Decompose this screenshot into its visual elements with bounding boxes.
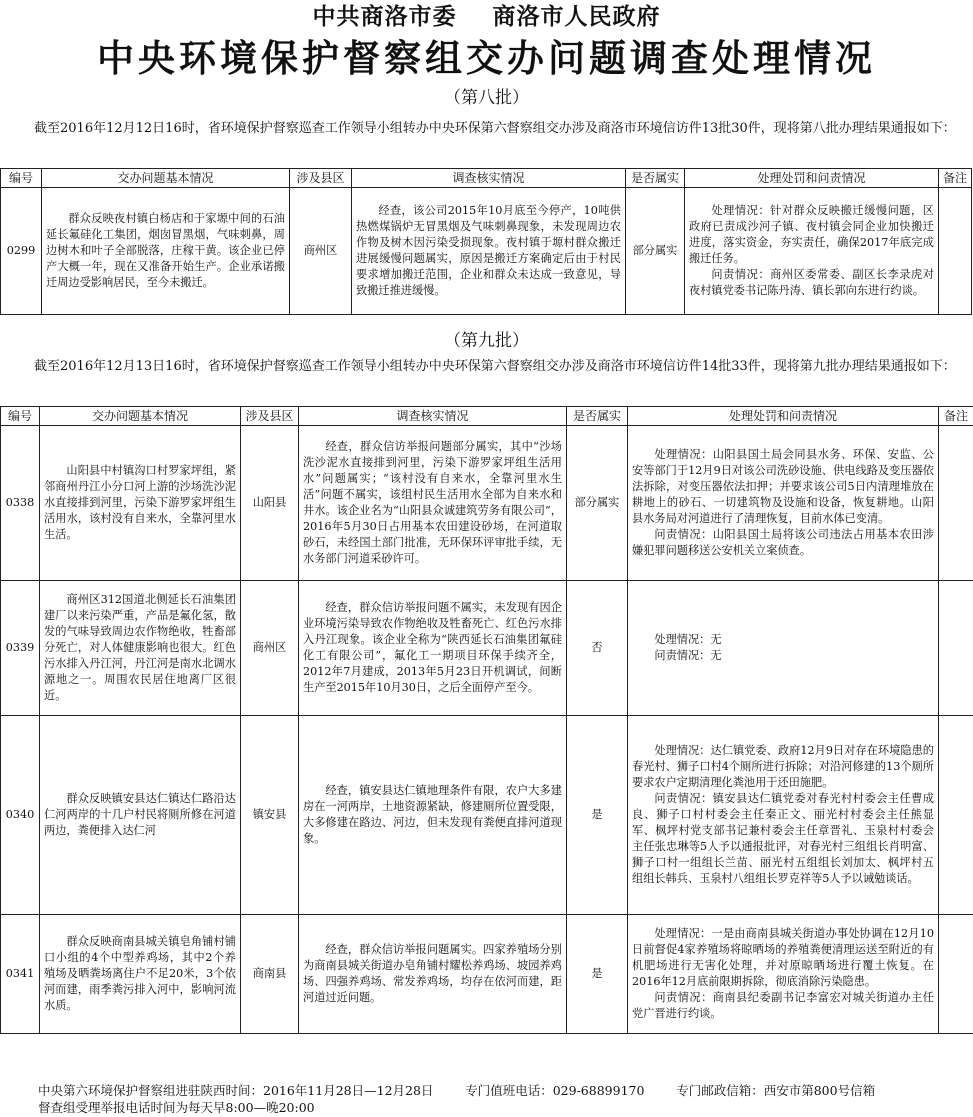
issue-text: 群众反映镇安县达仁镇达仁路沿达仁河两岸的十几户村民将厕所修在河道两边，粪便排入达仁河 bbox=[44, 792, 236, 837]
page-title: 中央环境保护督察组交办问题调查处理情况 bbox=[97, 37, 876, 80]
col-header-investigation: 调查核实情况 bbox=[299, 407, 567, 426]
col-header-note: 备注 bbox=[939, 407, 973, 426]
table-header-row bbox=[1, 169, 972, 188]
accountability-text: 问责情况：商南县纪委副书记李富宏对城关街道办主任党广晋进行约谈。 bbox=[632, 991, 934, 1020]
note-cell bbox=[939, 581, 973, 716]
issue-text: 商州区312国道北侧延长石油集团建厂以来污染严重，产品是氟化氢，散发的气味导致周边农作物绝收，牲畜部分死亡，对人体健康影响也很大。红色污水排入丹江河，丹江河是南水北调水源地之一。周围农民居住地离厂区很近。 bbox=[44, 593, 236, 702]
col-header-issue: 交办问题基本情况 bbox=[42, 169, 290, 188]
table-row bbox=[1, 716, 973, 915]
handling-cell bbox=[628, 716, 939, 915]
handling-text: 处理情况：一是由商南县城关街道办事处协调在12月10日前督促4家养殖场将晾晒场的养殖粪便清理运送至附近的有机肥场进行无害化处理，并对原晾晒场进行覆土恢复。在2016年12月底前限期拆除，彻底消除污染隐患。 bbox=[632, 927, 934, 988]
handling-text: 处理情况：达仁镇党委、政府12月9日对存在环境隐患的春光村、狮子口村4个厕所进行拆除；对沿河修建的13个厕所要求农户定期清理化粪池用于还田施肥。 bbox=[632, 744, 934, 789]
table-row bbox=[1, 426, 973, 581]
investigation-cell bbox=[299, 716, 567, 915]
col-header-handling: 处理处罚和问责情况 bbox=[628, 407, 939, 426]
batch-9-label: （第九批） bbox=[444, 331, 529, 351]
verified-cell: 部分属实 bbox=[567, 426, 628, 581]
case-id: 0340 bbox=[1, 716, 40, 915]
case-id: 0341 bbox=[1, 915, 40, 1034]
col-header-id: 编号 bbox=[1, 169, 42, 188]
verified-cell: 部分属实 bbox=[626, 188, 685, 315]
handling-text: 处理情况：针对群众反映搬迁缓慢问题，区政府已责成沙河子镇、夜村镇会同企业加快搬迁进度，落实资金，夯实责任，确保2017年底完成搬迁任务。 bbox=[689, 204, 934, 265]
footer-contact-line: 中央第六环境保护督察组进驻陕西时间：2016年11月28日—12月28日 专门值班电话：029-68899170 专门邮政信箱：西安市第800号信箱 bbox=[38, 1083, 876, 1098]
county-cell: 商南县 bbox=[241, 915, 299, 1034]
accountability-text: 问责情况：商州区委常委、副区长李录虎对夜村镇党委书记陈丹涛、镇长郭向东进行约谈。 bbox=[689, 268, 934, 297]
issue-text: 群众反映夜村镇白杨店和于家塬中间的石油延长氟硅化工集团，烟囱冒黑烟，气味刺鼻，周边树木和叶子全部脱落，庄稼干黄。该企业已停产大概一年，现在又准备开始生产。企业承诺搬迁周边受影响居民，至今未搬迁。 bbox=[46, 212, 285, 289]
investigation-cell bbox=[352, 188, 626, 315]
issue-cell bbox=[40, 426, 241, 581]
investigation-text: 经查，群众信访举报问题部分属实，其中“沙场洗沙泥水直接排到河里，污染下游罗家坪组生活用水”问题属实；“该村没有自来水，全靠河里水生活”问题不属实，该组村民生活用水全部为自来水和井水。该企业名为“山阳县众诚建筑劳务有限公司”，2016年5月30日占用基本农田建设砂场，在河道取砂石，未经国土部门批准，无环保环评审批手续，无水务部门河道采砂许可。 bbox=[303, 440, 562, 565]
note-cell bbox=[939, 716, 973, 915]
investigation-text: 经查，该公司2015年10月底至今停产，10吨供热燃煤锅炉无冒黑烟及气味刺鼻现象，未发现周边农作物及树木因污染受损现象。夜村镇于塬村群众搬迁进展缓慢问题属实，原因是搬迁方案确定后由于村民要求增加搬迁范围，企业和群众未达成一致意见，导致搬迁推进缓慢。 bbox=[356, 204, 621, 297]
issue-text: 群众反映商南县城关镇皂角铺村铺口小组的4个中型养鸡场，其中2个养殖场及晒粪场离住户不足20米，3个依河而建，雨季粪污排入河中，影响河流水质。 bbox=[44, 935, 236, 1012]
col-header-issue: 交办问题基本情况 bbox=[40, 407, 241, 426]
investigation-cell bbox=[299, 581, 567, 716]
batch-9-intro: 截至2016年12月13日16时，省环境保护督察巡查工作领导小组转办中央环保第六督察组交办涉及商洛市环境信访件14批33件，现将第九批办理结果通报如下： bbox=[34, 359, 956, 374]
accountability-text: 问责情况：镇安县达仁镇党委对春光村村委会主任曹成良、狮子口村村委会主任秦正文、丽光村村委会主任熊显军、枫坪村党支部书记兼村委会主任章晋礼、玉泉村村委会主任张忠琳等5人予以通报批评，对春光村三组组长肖明富、狮子口村一组组长兰苗、丽光村五组组长刘加太、枫坪村五组组长韩兵、玉泉村八组组长罗克祥等5人予以诫勉谈话。 bbox=[632, 792, 934, 885]
issue-cell bbox=[42, 188, 290, 315]
issuing-organizations: 中共商洛市委 商洛市人民政府 bbox=[312, 4, 661, 30]
footer-hours-line: 督查组受理举报电话时间为每天早8:00—晚20:00 bbox=[38, 1100, 315, 1115]
county-cell: 商州区 bbox=[241, 581, 299, 716]
col-header-verified: 是否属实 bbox=[626, 169, 685, 188]
issue-cell bbox=[40, 716, 241, 915]
issue-text: 山阳县中村镇沟口村罗家坪组，紧邻商州丹江小分口河上游的沙场洗沙泥水直接排到河里，污染下游罗家坪组生活用水，该村没有自来水，全靠河里水生活。 bbox=[44, 464, 236, 541]
verified-cell: 是 bbox=[567, 915, 628, 1034]
handling-cell bbox=[628, 581, 939, 716]
col-header-county: 涉及县区 bbox=[241, 407, 299, 426]
table-row bbox=[1, 581, 973, 716]
note-cell bbox=[939, 915, 973, 1034]
note-cell bbox=[939, 426, 973, 581]
investigation-text: 经查，镇安县达仁镇地理条件有限，农户大多建房在一河两岸，土地资源紧缺，修建厕所位置受限，大多修建在路边、河边，但未发现有粪便直排河道现象。 bbox=[303, 784, 562, 845]
investigation-cell bbox=[299, 915, 567, 1034]
verified-cell: 是 bbox=[567, 716, 628, 915]
verified-cell: 否 bbox=[567, 581, 628, 716]
batch-8-label: （第八批） bbox=[444, 88, 529, 108]
accountability-text: 问责情况：山阳县国土局将该公司违法占用基本农田涉嫌犯罪问题移送公安机关立案侦查。 bbox=[632, 528, 934, 557]
handling-cell bbox=[685, 188, 939, 315]
issue-cell bbox=[40, 581, 241, 716]
table-row bbox=[1, 188, 972, 315]
issue-cell bbox=[40, 915, 241, 1034]
batch-8-intro: 截至2016年12月12日16时，省环境保护督察巡查工作领导小组转办中央环保第六督察组交办涉及商洛市环境信访件13批30件，现将第八批办理结果通报如下： bbox=[34, 121, 956, 136]
batch-8-table bbox=[0, 168, 972, 315]
handling-text: 处理情况：无 bbox=[654, 633, 722, 646]
handling-text: 处理情况：山阳县国土局会同县水务、环保、安监、公安等部门于12月9日对该公司洗砂设施、供电线路及变压器依法拆除，对变压器依法扣押；并要求该公司5日内清理堆放在耕地上的砂石、一切建筑物及设施和设备，恢复耕地。山阳县水务局对河道进行了清理恢复，目前水体已变清。 bbox=[632, 448, 934, 525]
col-header-county: 涉及县区 bbox=[290, 169, 352, 188]
investigation-text: 经查，群众信访举报问题属实。四家养殖场分别为商南县城关街道办皂角铺村耀松养鸡场、坡园养鸡场、四强养鸡场、常发养鸡场，均存在依河而建，距河道过近问题。 bbox=[303, 943, 562, 1004]
accountability-text: 问责情况：无 bbox=[654, 649, 722, 662]
table-row bbox=[1, 915, 973, 1034]
handling-cell bbox=[628, 426, 939, 581]
col-header-note: 备注 bbox=[939, 169, 972, 188]
county-cell: 商州区 bbox=[290, 188, 352, 315]
investigation-cell bbox=[299, 426, 567, 581]
col-header-handling: 处理处罚和问责情况 bbox=[685, 169, 939, 188]
col-header-id: 编号 bbox=[1, 407, 40, 426]
county-cell: 山阳县 bbox=[241, 426, 299, 581]
batch-9-table bbox=[0, 406, 973, 1034]
case-id: 0338 bbox=[1, 426, 40, 581]
col-header-verified: 是否属实 bbox=[567, 407, 628, 426]
investigation-text: 经查，群众信访举报问题不属实，未发现有因企业环境污染导致农作物绝收及牲畜死亡、红色污水排入丹江现象。该企业全称为“陕西延长石油集团氟硅化工有限公司”，氟化工一期项目环保手续齐全，2012年7月建成，2013年5月23日开机调试，间断生产至2015年10月30日，之后全面停产至今。 bbox=[303, 601, 562, 694]
case-id: 0339 bbox=[1, 581, 40, 716]
handling-cell bbox=[628, 915, 939, 1034]
note-cell bbox=[939, 188, 972, 315]
table-header-row bbox=[1, 407, 973, 426]
county-cell: 镇安县 bbox=[241, 716, 299, 915]
case-id: 0299 bbox=[1, 188, 42, 315]
col-header-investigation: 调查核实情况 bbox=[352, 169, 626, 188]
